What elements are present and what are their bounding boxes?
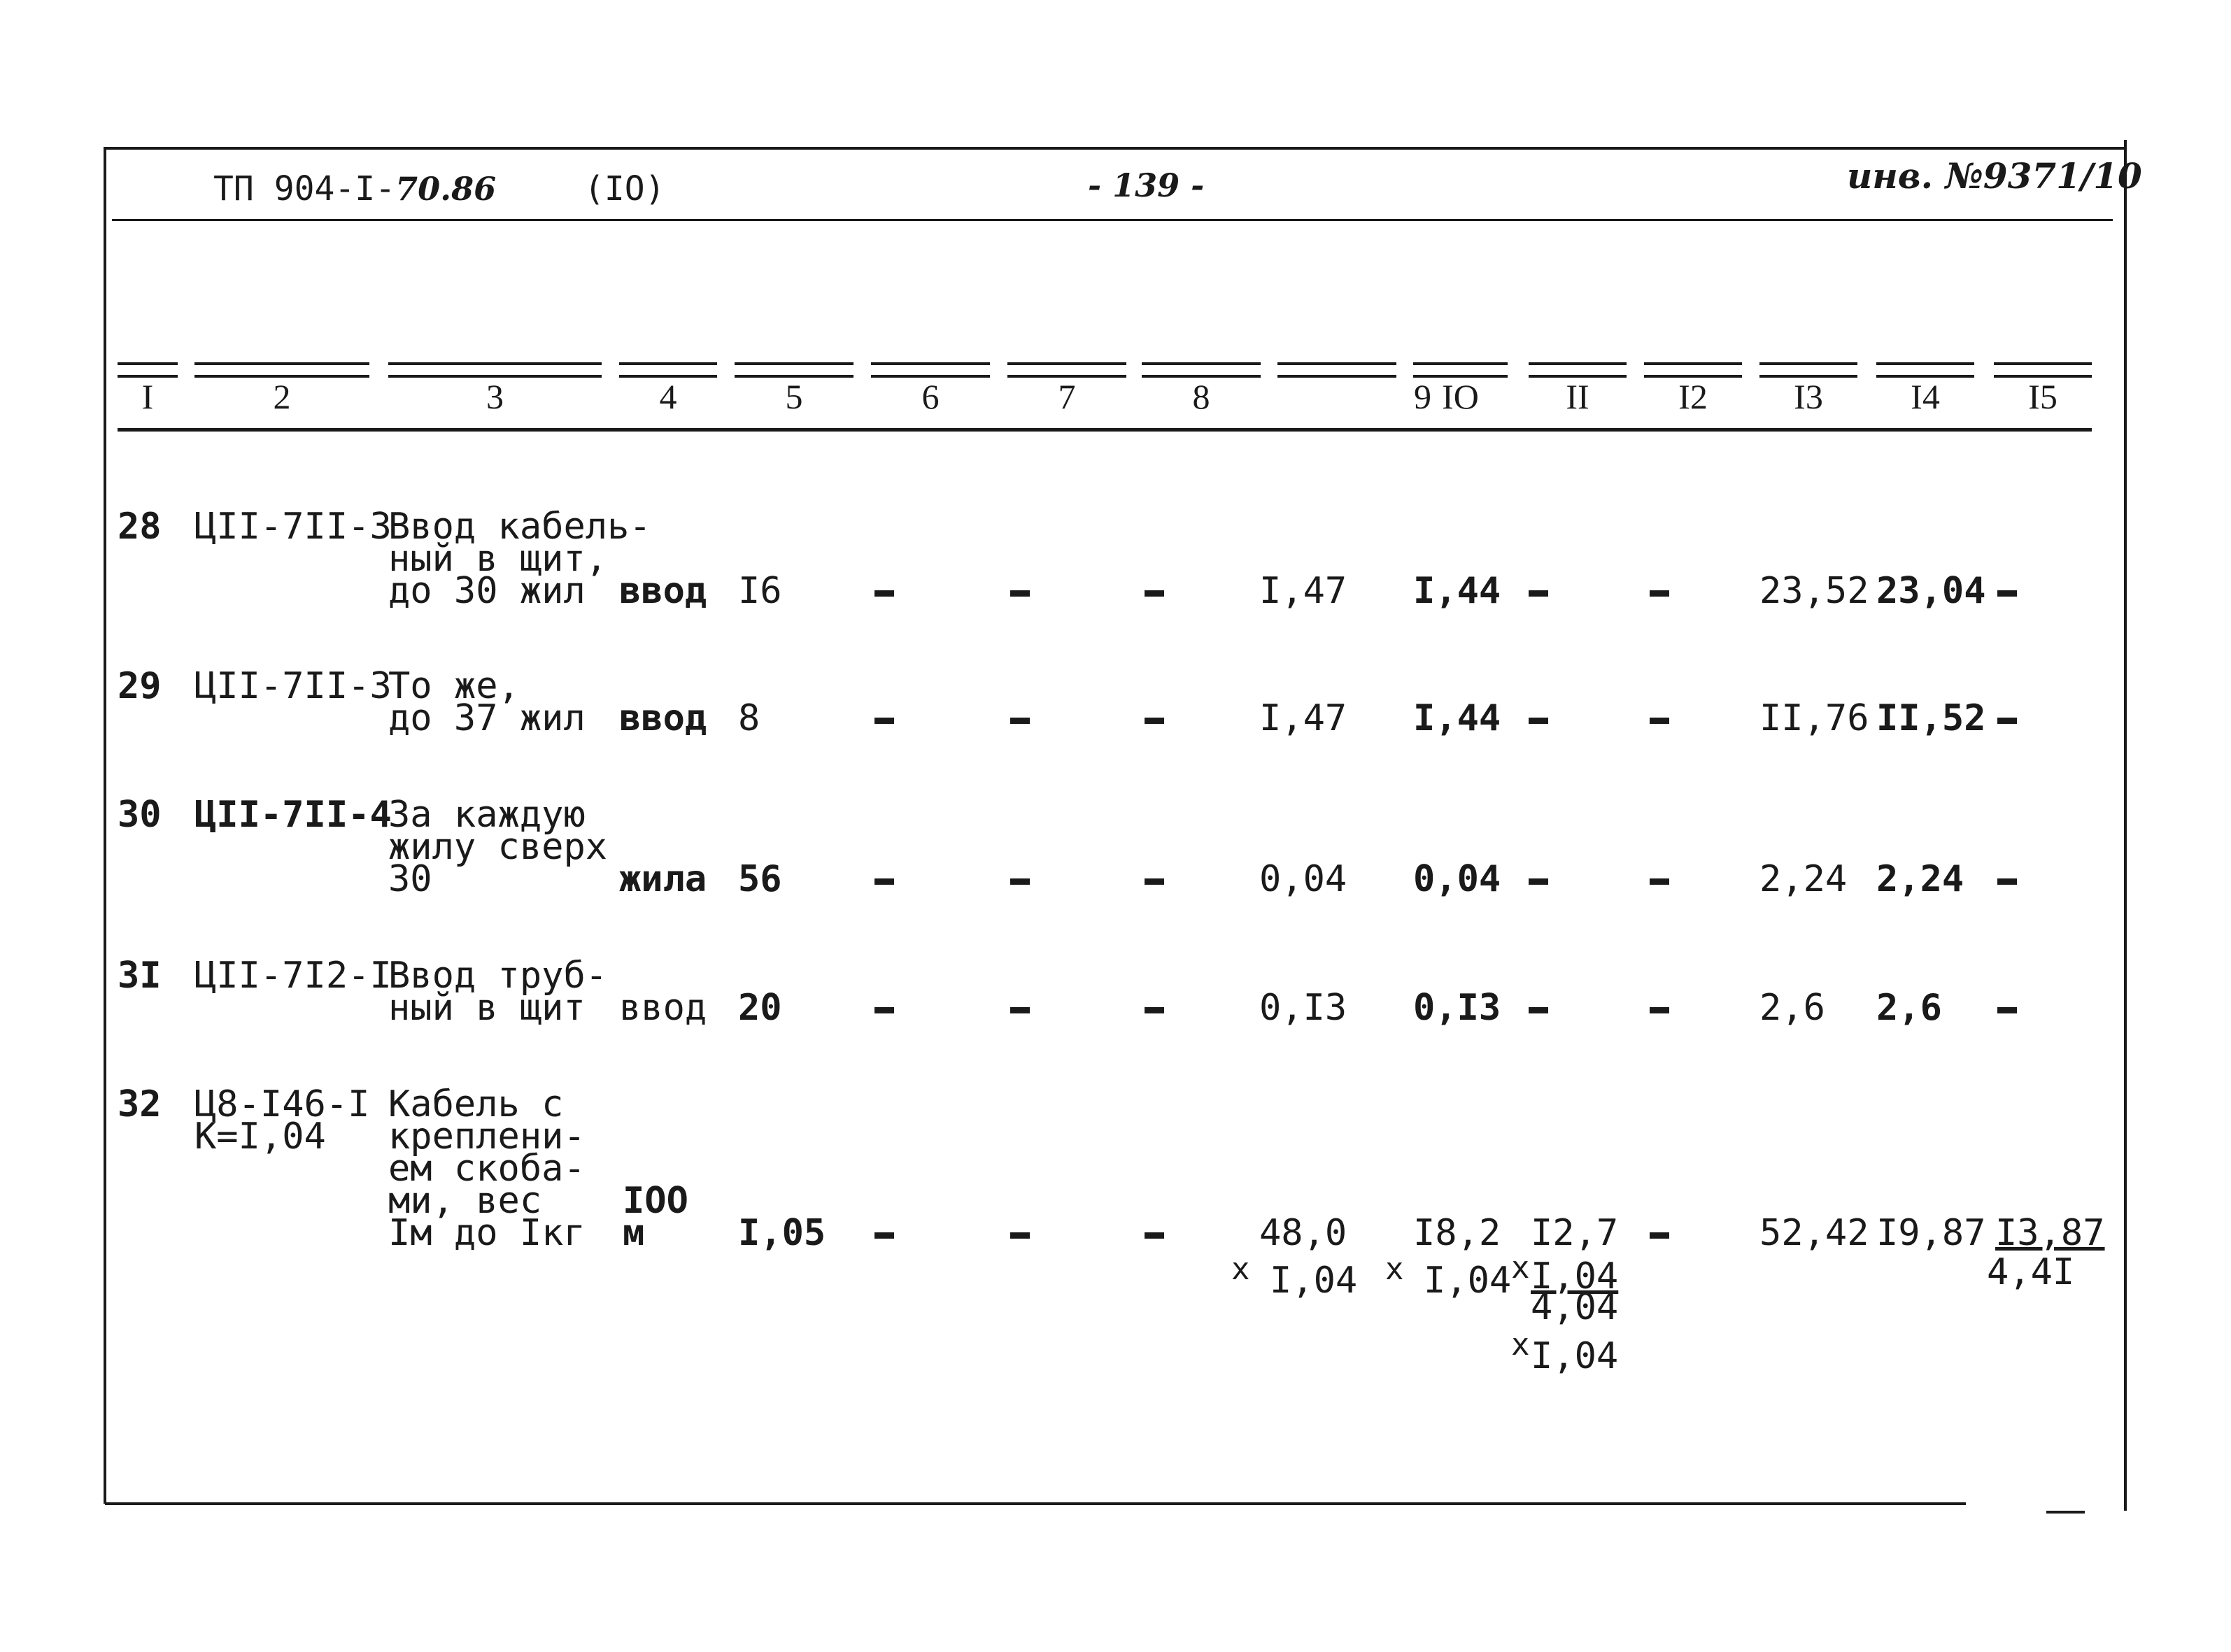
row-c10-multiplier: I,04 <box>1424 1260 1512 1302</box>
frame-bottom-border <box>105 1502 1966 1505</box>
row-c9: 0,I3 <box>1259 987 1347 1029</box>
row-c8-dash <box>1145 590 1164 597</box>
row-c11-result: 4,04 <box>1531 1286 1619 1328</box>
col-header-6: 6 <box>921 377 940 416</box>
row-c13: 2,24 <box>1759 858 1848 900</box>
row-qty: 8 <box>738 697 760 739</box>
row-c6-dash <box>874 590 894 597</box>
row-unit: IOO <box>623 1180 688 1222</box>
inventory-number: инв. №9371/10 <box>1847 155 2142 197</box>
frame-right-border <box>2124 140 2127 1511</box>
row-desc-line: 30 <box>388 858 432 900</box>
row-desc-line: За каждую <box>388 794 586 836</box>
col-bar-7 <box>1007 362 1126 378</box>
col-bar-5 <box>735 362 854 378</box>
row-c15-dash <box>1997 590 2017 597</box>
col-header-5: 5 <box>785 377 803 416</box>
row-c12-dash <box>1650 590 1669 597</box>
row-c11-multiplier-sign: x <box>1511 1250 1530 1286</box>
row-c8-dash <box>1145 878 1164 885</box>
row-c15-dash <box>1997 878 2017 885</box>
row-desc-line: жилу сверх <box>388 826 608 868</box>
row-desc-line: Кабель с <box>388 1083 564 1125</box>
row-desc-line: ный в щит, <box>388 538 608 580</box>
row-c15: I3,87 <box>1995 1212 2105 1254</box>
row-c7-dash <box>1010 590 1030 597</box>
row-c15-dash <box>1997 718 2017 724</box>
row-c9: I,47 <box>1259 697 1347 739</box>
row-c6-dash <box>874 878 894 885</box>
row-c14: I9,87 <box>1876 1212 1986 1254</box>
row-desc-line: ем скоба- <box>388 1148 586 1190</box>
row-number: 3I <box>118 955 162 997</box>
col-bar-9 <box>1277 362 1396 378</box>
row-c10: I8,2 <box>1413 1212 1501 1254</box>
album-number: (IO) <box>584 169 665 208</box>
row-c11-dash <box>1529 878 1548 885</box>
col-header-13: I3 <box>1794 377 1823 416</box>
row-c11-multiplier2: I,04 <box>1531 1335 1619 1377</box>
col-bar-3 <box>388 362 602 378</box>
row-qty: I6 <box>738 570 782 612</box>
col-bar-15 <box>1994 362 2092 378</box>
row-c14: II,52 <box>1876 697 1986 739</box>
col-header-10: IO <box>1442 377 1479 416</box>
frame-bottom-border-end <box>2046 1511 2085 1514</box>
col-header-15: I5 <box>2028 377 2058 416</box>
col-header-7: 7 <box>1058 377 1076 416</box>
row-code: ЦII-7II-3 <box>194 665 392 707</box>
frame-left-border <box>104 147 106 1504</box>
row-c11-dash <box>1529 1007 1548 1013</box>
row-desc-line: до 37 жил <box>388 697 586 739</box>
col-header-2: 2 <box>273 377 291 416</box>
row-unit: ввод <box>619 570 707 612</box>
col-bar-1 <box>118 362 178 378</box>
row-c9: I,47 <box>1259 570 1347 612</box>
col-header-8: 8 <box>1192 377 1210 416</box>
row-c14: 2,24 <box>1876 858 1964 900</box>
row-c6-dash <box>874 1007 894 1013</box>
row-desc-line: ный в щит <box>388 987 586 1029</box>
row-desc-line: То же, <box>388 665 520 707</box>
col-header-14: I4 <box>1911 377 1940 416</box>
row-c10: 0,I3 <box>1413 987 1501 1029</box>
row-c15-dash <box>1997 1007 2017 1013</box>
row-c8-dash <box>1145 718 1164 724</box>
col-bar-8 <box>1142 362 1261 378</box>
row-code: Ц8-I46-I <box>194 1083 370 1125</box>
col-header-12: I2 <box>1678 377 1708 416</box>
row-desc-line: креплени- <box>388 1116 586 1158</box>
project-code <box>213 169 496 208</box>
row-c11-dash <box>1529 718 1548 724</box>
col-bar-4 <box>619 362 717 378</box>
col-bar-2 <box>194 362 369 378</box>
row-c9: 0,04 <box>1259 858 1347 900</box>
row-c13: 23,52 <box>1759 570 1869 612</box>
column-header-underline <box>118 428 2092 432</box>
row-number: 32 <box>118 1083 162 1125</box>
frame-top-border <box>105 147 2127 150</box>
row-c13: II,76 <box>1759 697 1869 739</box>
col-bar-6 <box>871 362 990 378</box>
row-desc-line: Ввод кабель- <box>388 506 651 548</box>
row-code: ЦII-7II-3 <box>194 506 392 548</box>
row-unit: ввод <box>619 987 707 1029</box>
row-c10-multiplier-sign: x <box>1385 1251 1404 1287</box>
col-bar-10 <box>1413 362 1508 378</box>
row-c10: I,44 <box>1413 570 1501 612</box>
row-qty: 56 <box>738 858 782 900</box>
row-number: 29 <box>118 665 162 707</box>
row-c12-dash <box>1650 1232 1669 1239</box>
page-number: - 139 - <box>1088 166 1205 204</box>
row-c9-multiplier: I,04 <box>1270 1260 1358 1302</box>
row-c13: 2,6 <box>1759 987 1825 1029</box>
row-code-coefficient: K=I,04 <box>194 1116 326 1158</box>
row-c7-dash <box>1010 718 1030 724</box>
row-c15-lower: 4,4I <box>1987 1251 2075 1293</box>
col-bar-14 <box>1876 362 1974 378</box>
row-number: 28 <box>118 506 162 548</box>
row-c10: 0,04 <box>1413 858 1501 900</box>
row-desc-line: Ввод труб- <box>388 955 608 997</box>
col-bar-13 <box>1759 362 1857 378</box>
col-header-4: 4 <box>659 377 677 416</box>
row-desc-line: до 30 жил <box>388 570 586 612</box>
row-unit-suffix: м <box>623 1212 645 1254</box>
row-c8-dash <box>1145 1232 1164 1239</box>
row-desc-line: ми, вес <box>388 1180 542 1222</box>
col-header-3: 3 <box>486 377 504 416</box>
row-c12-dash <box>1650 718 1669 724</box>
row-c13: 52,42 <box>1759 1212 1869 1254</box>
col-header-9: 9 <box>1414 377 1431 416</box>
col-bar-11 <box>1529 362 1627 378</box>
project-code-suffix: 70.86 <box>395 170 497 208</box>
project-code-prefix: ТП 904-I- <box>213 169 396 208</box>
row-c14: 2,6 <box>1876 987 1942 1029</box>
row-c7-dash <box>1010 1007 1030 1013</box>
row-unit: ввод <box>619 697 707 739</box>
row-unit: жила <box>619 858 707 900</box>
row-c7-dash <box>1010 1232 1030 1239</box>
row-code: ЦII-7II-4 <box>194 794 392 836</box>
row-c12-dash <box>1650 878 1669 885</box>
col-header-11: II <box>1566 377 1589 416</box>
row-c11-multiplier2-sign: x <box>1511 1327 1530 1362</box>
row-c12-dash <box>1650 1007 1669 1013</box>
row-code: ЦII-7I2-I <box>194 955 392 997</box>
row-c11-dash <box>1529 590 1548 597</box>
row-desc-line: Iм до Iкг <box>388 1212 586 1254</box>
header-underline <box>112 219 2113 221</box>
row-c8-dash <box>1145 1007 1164 1013</box>
row-number: 30 <box>118 794 162 836</box>
row-c9-multiplier-sign: x <box>1231 1251 1250 1287</box>
row-c14: 23,04 <box>1876 570 1986 612</box>
row-c9: 48,0 <box>1259 1212 1347 1254</box>
row-c6-dash <box>874 718 894 724</box>
row-c11: I2,7 <box>1531 1212 1619 1254</box>
row-c7-dash <box>1010 878 1030 885</box>
row-qty: 20 <box>738 987 782 1029</box>
row-qty: I,05 <box>738 1212 826 1254</box>
row-c10: I,44 <box>1413 697 1501 739</box>
row-c6-dash <box>874 1232 894 1239</box>
row-c11-multiplier: I,04 <box>1531 1255 1619 1297</box>
col-header-1: I <box>141 377 154 416</box>
col-bar-12 <box>1644 362 1742 378</box>
